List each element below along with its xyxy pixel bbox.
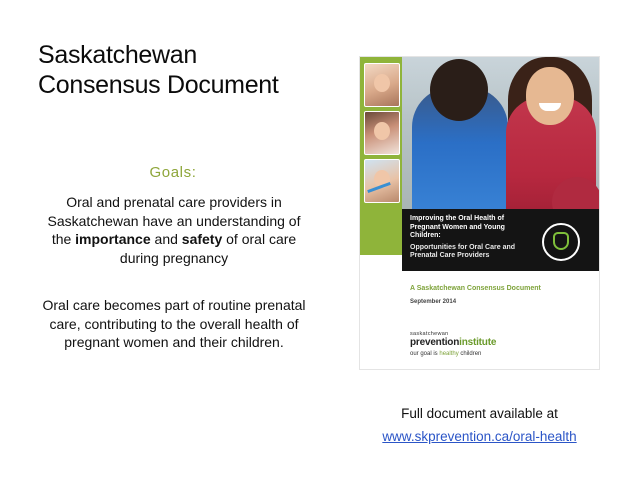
cover-title-text [410,215,528,261]
slide-title [38,40,279,100]
baby-thumbnail-image [364,63,400,107]
goal1-text-post: of oral care during pregnancy [119,231,297,266]
goal-paragraph-2: Oral care becomes part of routine prenatal care, contributing to the overall health of pregnant women and their children. [42,297,306,351]
tagline-part-3: children [458,351,482,357]
availability-note: Full document available at [401,406,558,421]
goal-paragraph-1 [38,193,310,267]
tooth-logo-icon [542,223,580,261]
title-line-2: Consensus Document [38,71,279,99]
cover-subtitle: A Saskatchewan Consensus Document [410,285,541,292]
cover-band-title: Improving the Oral Health of Pregnant Women and Young Children: [410,215,505,240]
org-word-institute: institute [459,337,497,348]
goal1-text-pre: Oral and prenatal care providers in Saskatchewan have an understanding of the [47,194,301,248]
cover-date: September 2014 [410,299,457,305]
document-cover-image [360,57,599,369]
goal1-bold-safety: safety [181,231,223,248]
org-tagline [410,351,481,357]
cover-band-subtitle: Opportunities for Oral Care and Prenatal Care Providers [410,243,516,260]
goal1-bold-importance: importance [75,231,151,248]
goals-heading: Goals: [149,164,197,181]
org-logo-wordmark [410,337,496,348]
woman-smile-thumbnail-image [364,111,400,155]
org-name-small: saskatchewan [410,331,449,337]
nurse-and-pregnant-woman-photo [402,57,599,215]
child-brushing-thumbnail-image [364,159,400,203]
tagline-part-1: our goal is [410,351,440,357]
goal1-text-mid: and [150,231,182,248]
title-line-1: Saskatchewan [38,41,197,69]
org-word-prevention: prevention [410,337,460,348]
document-link[interactable]: www.skprevention.ca/oral-health [382,429,577,444]
tagline-part-2: healthy [439,351,459,357]
